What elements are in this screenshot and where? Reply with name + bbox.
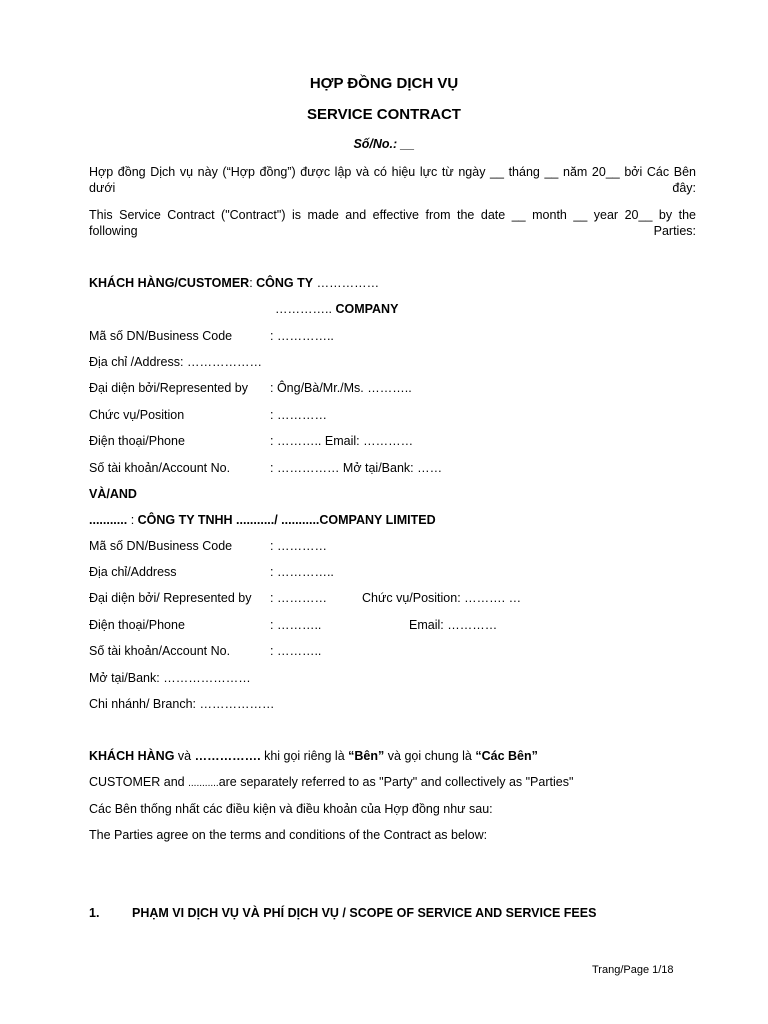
intro-en: This Service Contract ("Contract") is made and effective from the date __ month __ year 20__ by the following Parties:	[89, 208, 696, 238]
contract-number: Số/No.: __	[353, 137, 415, 151]
customer-phone-label: Điện thoại/Phone	[89, 434, 185, 448]
provider-heading-name: CÔNG TY TNHH .........../ ...........COMPANY LIMITED	[137, 513, 436, 527]
parties-vi-party: “Bên”	[348, 749, 385, 763]
provider-branch: Chi nhánh/ Branch: ………………	[89, 697, 275, 711]
provider-bank: Mở tại/Bank: …………………	[89, 671, 251, 685]
title-vi: HỢP ĐỒNG DỊCH VỤ	[309, 75, 459, 92]
customer-heading-sep: :	[249, 276, 253, 290]
provider-represented-value: : …………	[270, 591, 327, 605]
customer-heading	[89, 276, 379, 290]
parties-vi-mid: khi gọi riêng là	[264, 749, 345, 763]
customer-business-code-label: Mã số DN/Business Code	[89, 329, 233, 343]
parties-vi-mid2: và gọi chung là	[387, 749, 472, 763]
customer-represented-value: : Ông/Bà/Mr./Ms. ………..	[270, 381, 412, 395]
page-number: Trang/Page 1/18	[592, 964, 674, 976]
provider-phone-label: Điện thoại/Phone	[89, 618, 185, 632]
parties-en-dots: ...........	[188, 778, 219, 789]
provider-address-label: Địa chỉ/Address	[89, 565, 177, 579]
customer-account-label: Số tài khoản/Account No.	[89, 461, 231, 475]
title-en: SERVICE CONTRACT	[307, 106, 461, 123]
provider-business-code-label: Mã số DN/Business Code	[89, 539, 233, 553]
parties-agree-en: The Parties agree on the terms and conditions of the Contract as below:	[89, 828, 488, 842]
customer-company-dots: …………..	[275, 302, 332, 316]
provider-heading	[89, 513, 436, 527]
parties-vi-and: và	[177, 749, 192, 763]
customer-heading-label: KHÁCH HÀNG/CUSTOMER	[89, 276, 250, 290]
intro-vi: Hợp đồng Dịch vụ này (“Hợp đồng”) được lập và có hiệu lực từ ngày __ tháng __ năm 20__ bởi Các Bên dưới đây:	[89, 165, 696, 195]
customer-address: Địa chỉ /Address: ………………	[89, 355, 262, 369]
parties-agree-vi: Các Bên thống nhất các điều kiện và điều khoản của Hợp đồng như sau:	[89, 802, 493, 816]
provider-business-code-value: : …………	[270, 539, 327, 553]
customer-position-label: Chức vụ/Position	[89, 408, 185, 422]
provider-represented-label: Đại diện bởi/ Represented by	[89, 591, 252, 605]
customer-position-value: : …………	[270, 408, 327, 422]
provider-heading-sep: :	[130, 513, 135, 527]
parties-definition-en	[89, 775, 573, 789]
parties-en-pre: CUSTOMER and	[89, 775, 185, 789]
customer-company-word: COMPANY	[335, 302, 399, 316]
customer-company-line	[275, 302, 398, 316]
parties-vi-dots: …………….	[194, 749, 261, 763]
customer-heading-company: CÔNG TY	[256, 276, 314, 290]
customer-business-code-value: : …………..	[270, 329, 334, 343]
customer-represented-label: Đại diện bởi/Represented by	[89, 381, 248, 395]
parties-definition-vi	[89, 749, 538, 763]
customer-phone-value: : ……….. Email: …………	[270, 434, 414, 448]
customer-heading-dots: ……………	[316, 276, 380, 290]
parties-vi-parties: “Các Bên”	[475, 749, 538, 763]
provider-account-value: : ………..	[270, 644, 322, 658]
section-1-title: PHẠM VI DỊCH VỤ VÀ PHÍ DỊCH VỤ / SCOPE OF SERVICE AND SERVICE FEES	[132, 906, 597, 920]
customer-account-value: : …………… Mở tại/Bank: ……	[270, 461, 443, 475]
parties-vi-customer: KHÁCH HÀNG	[89, 749, 175, 763]
section-1-number: 1.	[89, 906, 100, 920]
and-label: VÀ/AND	[89, 487, 137, 501]
parties-en-post: are separately referred to as "Party" and collectively as "Parties"	[218, 775, 574, 789]
provider-account-label: Số tài khoản/Account No.	[89, 644, 231, 658]
provider-phone-value: : ………..	[270, 618, 322, 632]
provider-email: Email: …………	[409, 618, 498, 632]
provider-position: Chức vụ/Position: ………. …	[362, 591, 522, 605]
provider-address-value: : …………..	[270, 565, 334, 579]
provider-heading-dots: ...........	[89, 513, 128, 527]
